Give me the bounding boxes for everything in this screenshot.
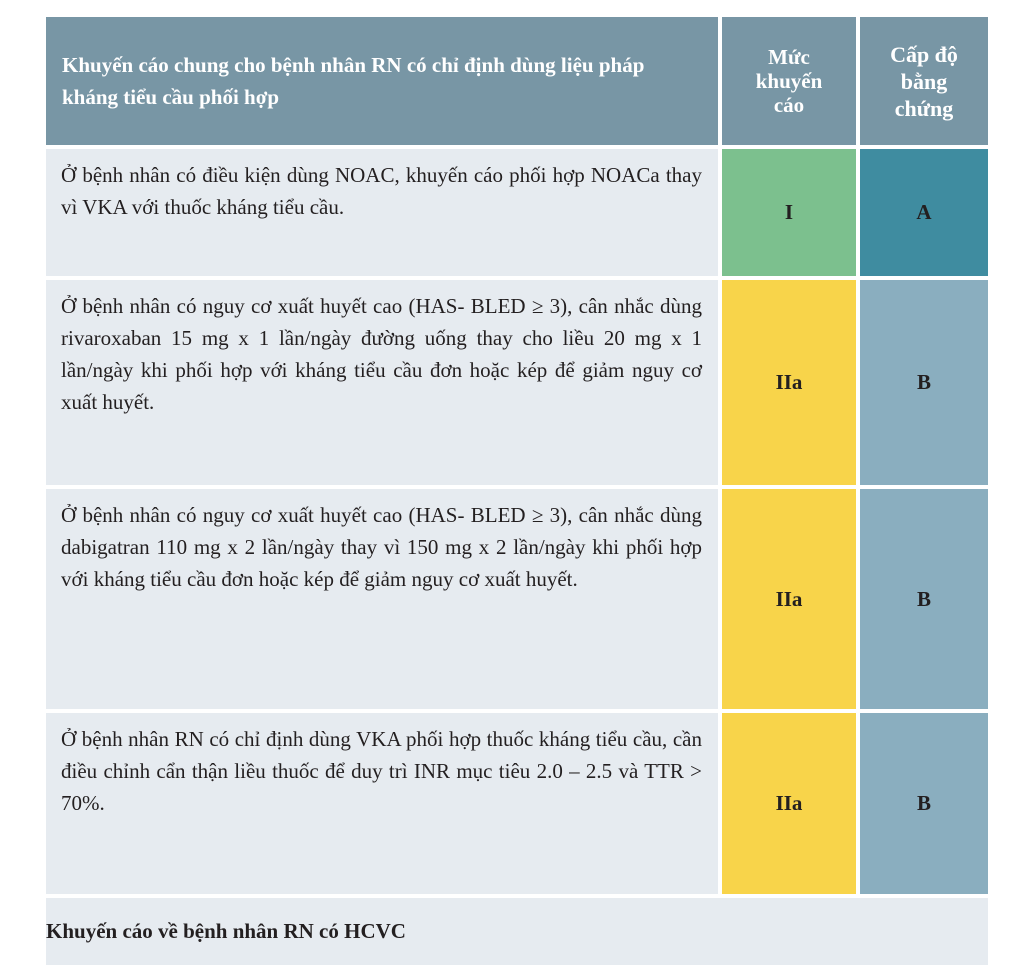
section-footer-row [44, 896, 990, 967]
recommendation-level-cell: I [720, 147, 858, 278]
recommendation-text: Ở bệnh nhân có nguy cơ xuất huyết cao (HAS- BLED ≥ 3), cân nhắc dùng dabigatran 110 mg x 2 lần/ngày thay vì 150 mg x 2 lần/ngày khi phối hợp với kháng tiểu cầu đơn hoặc kép để giảm nguy cơ xuất huyết. [44, 487, 720, 711]
recommendation-level-cell: IIa [720, 278, 858, 487]
header-evidence-line-2: bằng [900, 68, 948, 94]
recommendation-table-page [42, 13, 988, 969]
recommendation-level-cell: IIa [720, 487, 858, 711]
table-header-row [44, 15, 990, 147]
recommendation-text: Ở bệnh nhân có nguy cơ xuất huyết cao (HAS- BLED ≥ 3), cân nhắc dùng rivaroxaban 15 mg x 1 lần/ngày đường uống thay cho liều 20 mg x 1 lần/ngày khi phối hợp với kháng tiểu cầu đơn hoặc kép để giảm nguy cơ xuất huyết. [44, 278, 720, 487]
header-level-line-1: Mức [768, 45, 810, 69]
evidence-level-cell: B [858, 711, 990, 896]
header-recommendation-level [720, 15, 858, 147]
recommendation-text: Ở bệnh nhân RN có chỉ định dùng VKA phối hợp thuốc kháng tiểu cầu, cần điều chỉnh cẩn thận liều thuốc để duy trì INR mục tiêu 2.0 – 2.5 và TTR > 70%. [44, 711, 720, 896]
evidence-level-cell: B [858, 278, 990, 487]
recommendation-text: Ở bệnh nhân có điều kiện dùng NOAC, khuyến cáo phối hợp NOACa thay vì VKA với thuốc kháng tiểu cầu. [44, 147, 720, 278]
recommendation-table [42, 13, 992, 969]
table-row [44, 487, 990, 711]
evidence-level-cell: B [858, 487, 990, 711]
header-evidence-level [858, 15, 990, 147]
recommendation-level-cell: IIa [720, 711, 858, 896]
table-row [44, 711, 990, 896]
evidence-level-cell: A [858, 147, 990, 278]
header-evidence-line-3: chứng [894, 95, 954, 121]
header-recommendation: Khuyến cáo chung cho bệnh nhân RN có chỉ định dùng liệu pháp kháng tiểu cầu phối hợp [44, 15, 720, 147]
section-footer-title: Khuyến cáo về bệnh nhân RN có HCVC [44, 896, 990, 967]
table-row [44, 147, 990, 278]
header-evidence-line-1: Cấp độ [890, 41, 958, 67]
table-row [44, 278, 990, 487]
header-level-line-2: khuyến [755, 69, 823, 93]
header-level-line-3: cáo [773, 93, 805, 117]
